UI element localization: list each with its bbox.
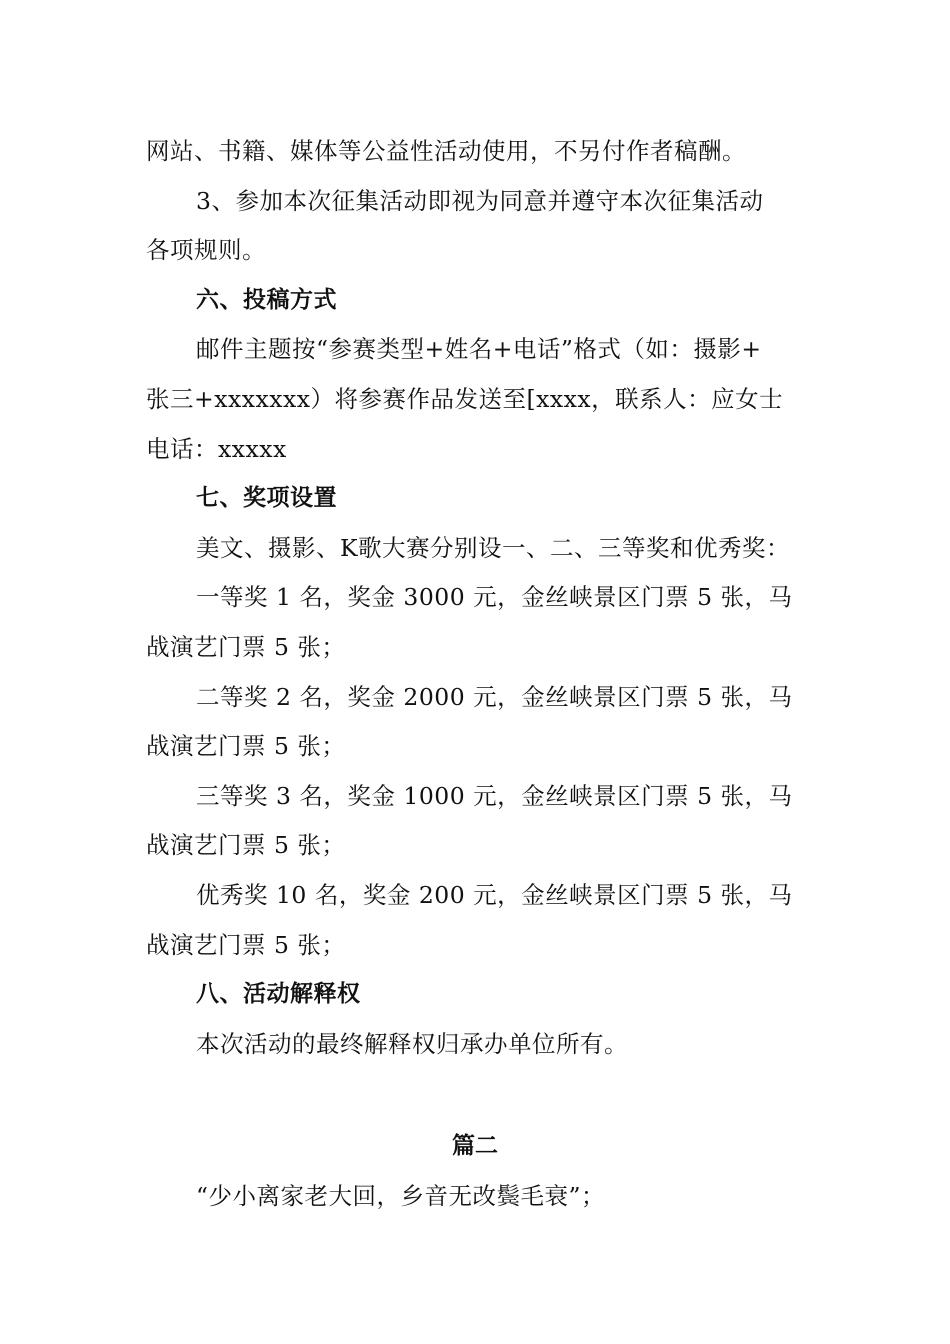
text-line: 战演艺门票 5 张；	[146, 732, 346, 761]
text-line: 3、参加本次征集活动即视为同意并遵守本次征集活动	[196, 186, 764, 215]
section-heading: 六、投稿方式	[196, 286, 337, 313]
text-line: 二等奖 2 名，奖金 2000 元，金丝峡景区门票 5 张，马	[196, 682, 793, 711]
text-line: 优秀奖 10 名，奖金 200 元，金丝峡景区门票 5 张，马	[196, 880, 793, 909]
text-line: 三等奖 3 名，奖金 1000 元，金丝峡景区门票 5 张，马	[196, 781, 793, 810]
document-body	[146, 127, 811, 1069]
poem-line: “少小离家老大回，乡音无改鬓毛衰”；	[196, 1182, 606, 1210]
section-heading: 八、活动解释权	[196, 981, 361, 1008]
text-line: 美文、摄影、K歌大赛分别设一、二、三等奖和优秀奖：	[196, 533, 791, 562]
text-line: 网站、书籍、媒体等公益性活动使用，不另付作者稿酬。	[146, 137, 746, 165]
section-heading: 七、奖项设置	[196, 485, 337, 512]
text-line: 电话：xxxxx	[146, 434, 287, 463]
text-line: 一等奖 1 名，奖金 3000 元，金丝峡景区门票 5 张，马	[196, 583, 793, 612]
text-line: 各项规则。	[146, 236, 266, 265]
text-line: 本次活动的最终解释权归承办单位所有。	[196, 1029, 628, 1058]
chapter-title: 篇二	[452, 1133, 498, 1159]
text-line: 张三+xxxxxxx）将参赛作品发送至[xxxx，联系人：应女士	[146, 384, 784, 413]
text-line: 战演艺门票 5 张；	[146, 831, 346, 860]
text-line: 邮件主题按“参赛类型+姓名+电话”格式（如：摄影+	[196, 335, 762, 364]
text-line: 战演艺门票 5 张；	[146, 930, 346, 959]
text-line: 战演艺门票 5 张；	[146, 632, 346, 661]
